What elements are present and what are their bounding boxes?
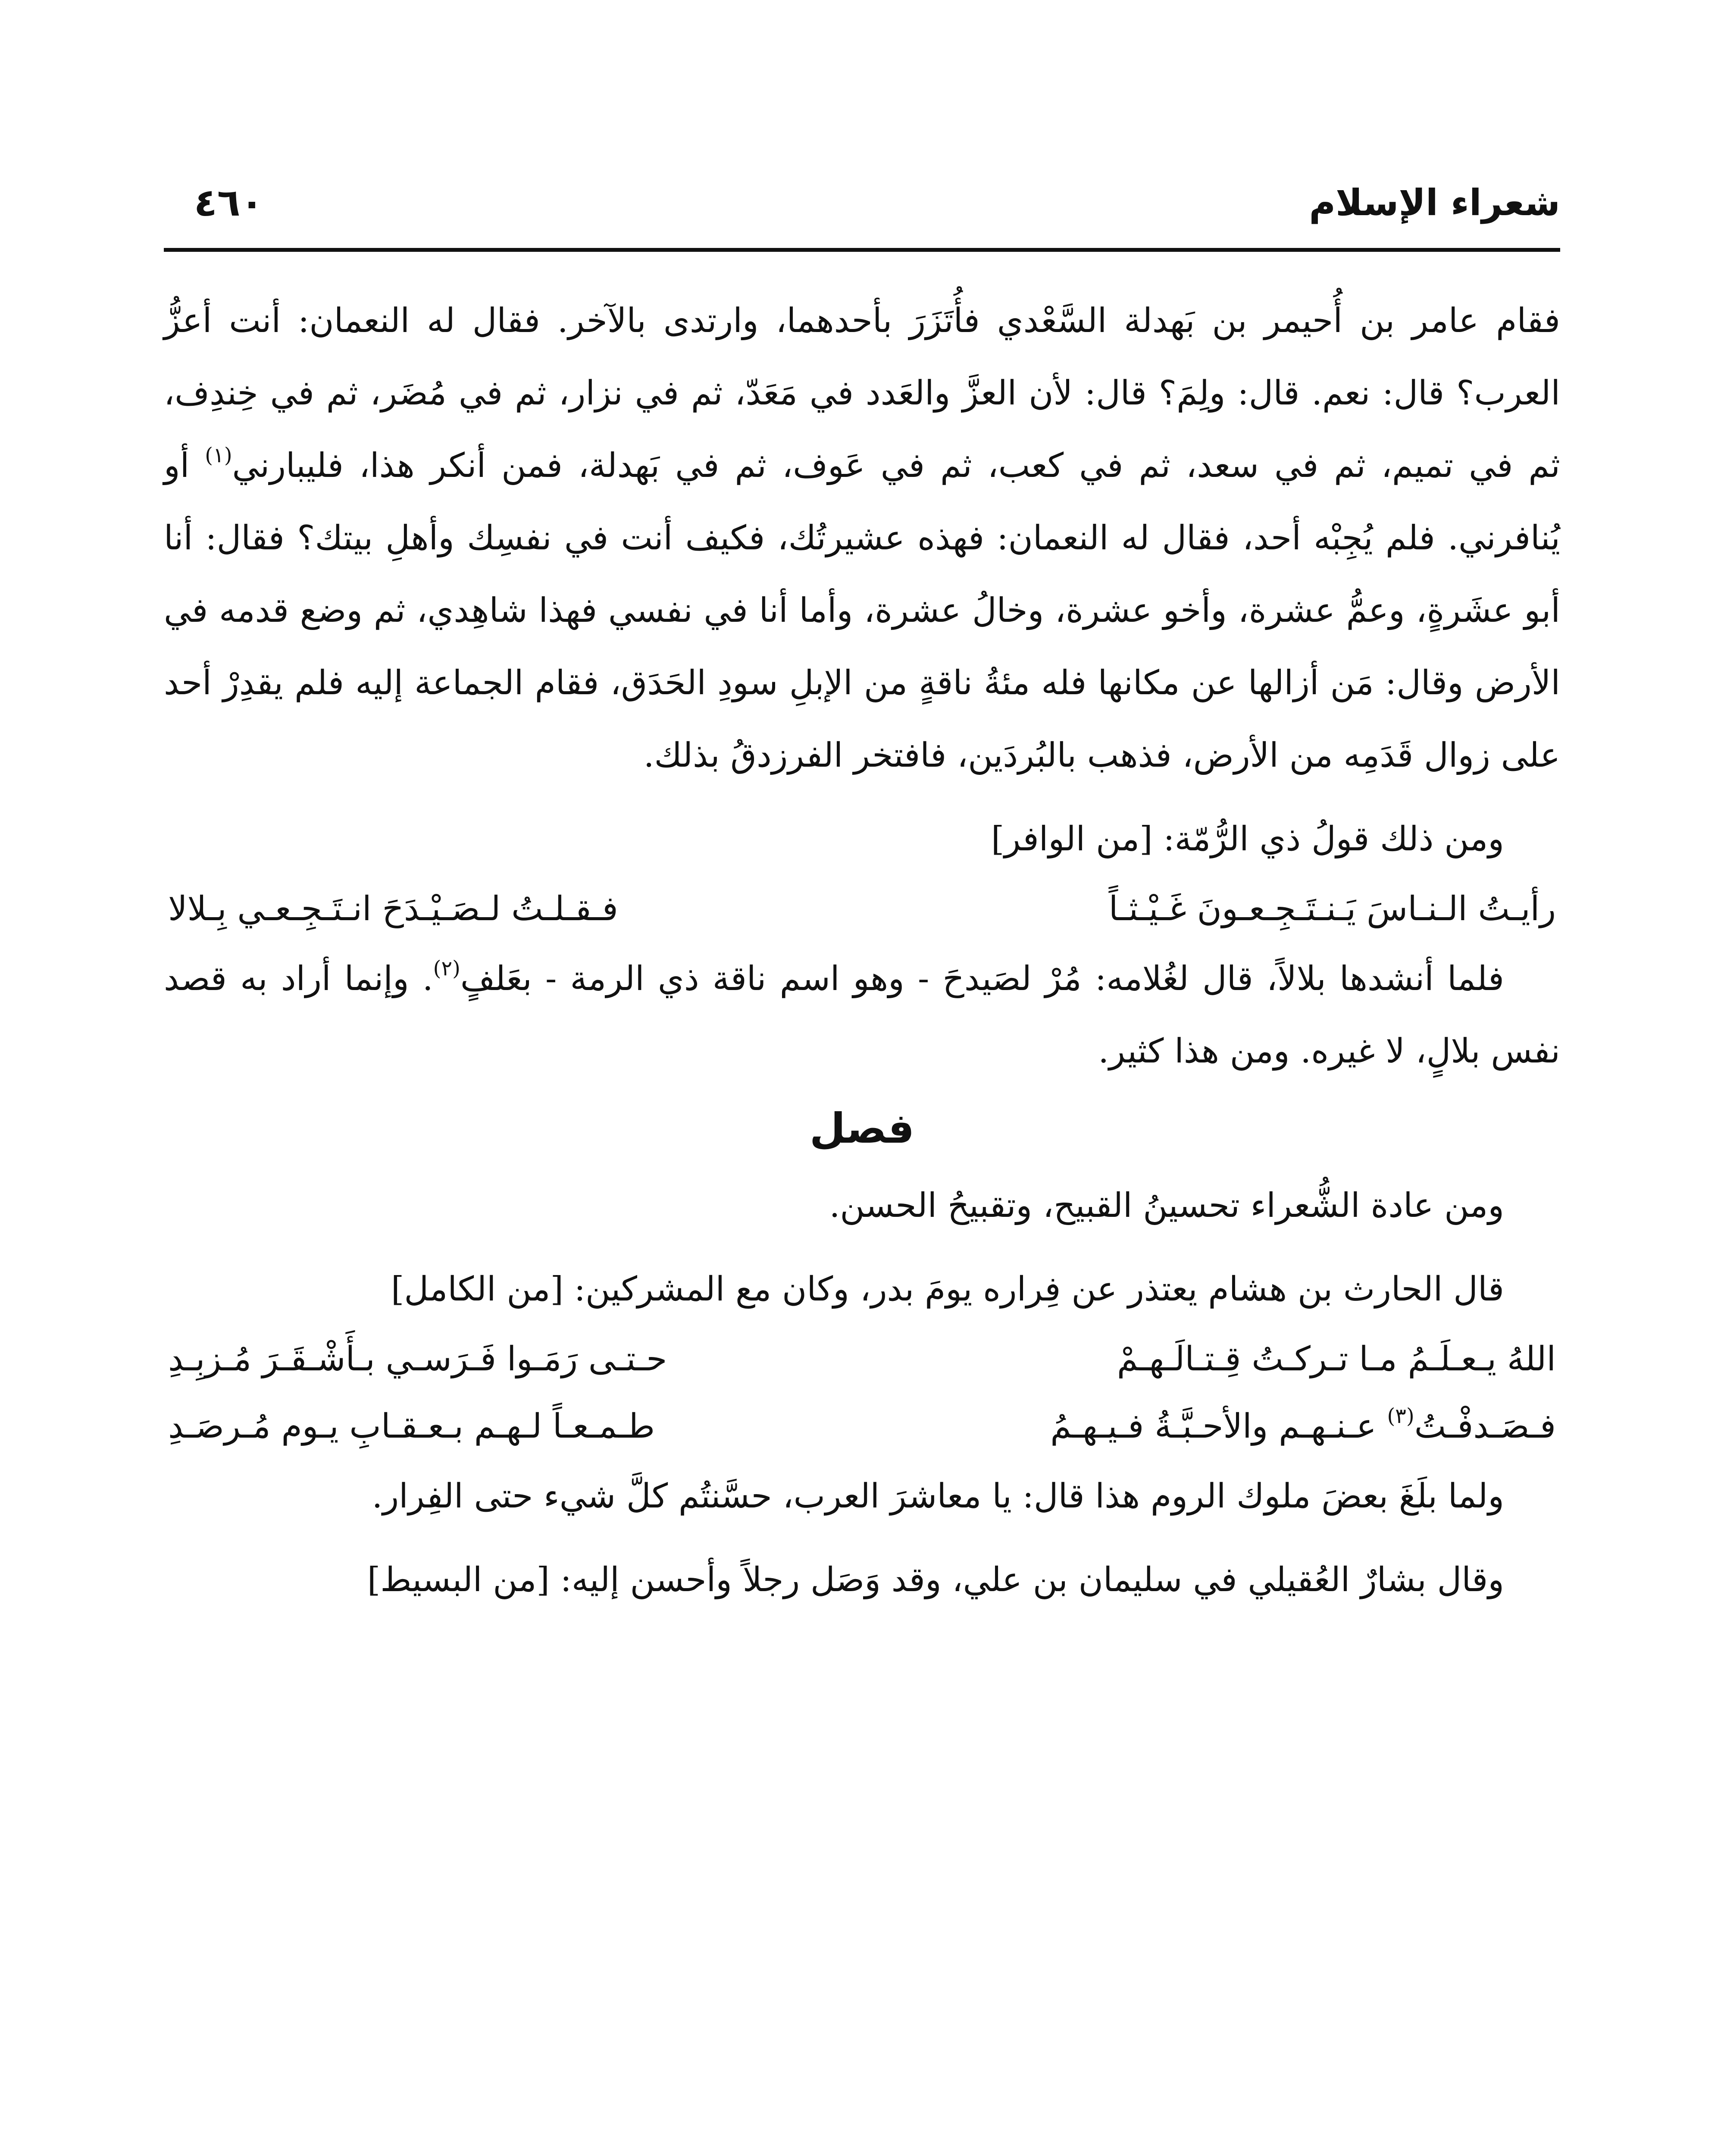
verse-text: عـنـهـم والأحـبَّـةُ فـيـهـمُ bbox=[1050, 1407, 1387, 1446]
running-title: شعراء الإسلام bbox=[1309, 182, 1560, 224]
verse-second-hemistich: فـقـلـتُ لـصَـيْـدَحَ انـتَـجِـعـي بِـلالا bbox=[168, 890, 618, 928]
paragraph-text: . وإنما أراد به قصد نفس بلالٍ، لا غيره. ومن هذا كثير. bbox=[164, 959, 1560, 1071]
paragraph: ولما بلَغَ بعضَ ملوك الروم هذا قال: يا معاشرَ العرب، حسَّنتُم كلَّ شيء حتى الفِرار. bbox=[372, 1477, 1504, 1516]
paragraph: وقال بشارٌ العُقيلي في سليمان بن علي، وقد وَصَل رجلاً وأحسن إليه: [من البسيط] bbox=[367, 1561, 1504, 1599]
section-heading: فصل bbox=[809, 1104, 915, 1153]
verse-line bbox=[164, 1326, 1560, 1393]
paragraph bbox=[164, 285, 1560, 792]
paragraph bbox=[164, 943, 1560, 1087]
paragraph: قال الحارث بن هشام يعتذر عن فِراره يومَ بدر، وكان مع المشركين: [من الكامل] bbox=[391, 1270, 1504, 1309]
verse-first-hemistich: اللهُ يـعـلَـمُ مـا تـركـتُ قِـتـالَـهـمْ bbox=[1117, 1340, 1556, 1379]
paragraph-text: فقام عامر بن أُحيمر بن بَهدلة السَّعْدي فأُتَزَرَ بأحدهما، وارتدى بالآخر. فقال له النعمان: أنت أعزُّ العرب؟ قال: نعم. قال: ولِمَ؟ قال: لأن العزَّ والعَدد في مَعَدّ، ثم في نزار، ثم في مُضَر، ثم في خِندِف، ثم في تميم، ثم في سعد، ثم في كعب، ثم في عَوف، ثم في بَهدلة، فمن أنكر هذا، فليبارني bbox=[164, 301, 1560, 485]
paragraph: ومن عادة الشُّعراء تحسينُ القبيح، وتقبيحُ الحسن. bbox=[829, 1186, 1504, 1225]
page-number: ٤٦٠ bbox=[194, 180, 264, 225]
verse-line bbox=[164, 875, 1560, 943]
paragraph: ومن ذلك قولُ ذي الرُّمّة: [من الوافر] bbox=[991, 820, 1504, 859]
footnote-marker: (٣) bbox=[1387, 1404, 1414, 1428]
verse-second-hemistich: حـتـى رَمَـوا فَـرَسـي بـأَشْـقَـرَ مُـزبِـدِ bbox=[168, 1340, 667, 1379]
footnote-marker: (٢) bbox=[433, 956, 460, 981]
verse-second-hemistich: طـمـعـاً لـهـم بـعـقـابِ يـوم مُـرصَـدِ bbox=[168, 1407, 655, 1446]
verse-first-hemistich bbox=[1050, 1393, 1556, 1460]
verse-line bbox=[164, 1393, 1560, 1460]
verse-text: فـصَـدفْـتُ bbox=[1414, 1407, 1556, 1446]
header-rule bbox=[164, 248, 1560, 252]
footnote-marker: (١) bbox=[205, 443, 232, 467]
page-header bbox=[164, 177, 1560, 237]
main-text bbox=[164, 285, 1560, 1616]
verse-first-hemistich: رأيـتُ الـنـاسَ يَـنـتَـجِـعـونَ غَـيْـثـاً bbox=[1108, 890, 1556, 928]
paragraph-text: أو يُنافرني. فلم يُجِبْه أحد، فقال له النعمان: فهذه عشيرتُك، فكيف أنت في نفسِك وأهلِ بيتك؟ فقال: أنا أبو عشَرةٍ، وعمُّ عشرة، وأخو عشرة، وخالُ عشرة، وأما أنا في نفسي فهذا شاهِدي، ثم وضع قدمه في الأرض وقال: مَن أزالها عن مكانها فله مئةُ ناقةٍ من الإبلِ سودِ الحَدَق، فقام الجماعة إليه فلم يقدِرْ أحد على زوال قَدَمِه من الأرض، فذهب بالبُردَين، فافتخر الفرزدقُ بذلك. bbox=[164, 446, 1560, 775]
paragraph-text: فلما أنشدها بلالاً، قال لغُلامه: مُرْ لصَيدحَ - وهو اسم ناقة ذي الرمة - بعَلفٍ bbox=[460, 959, 1505, 998]
